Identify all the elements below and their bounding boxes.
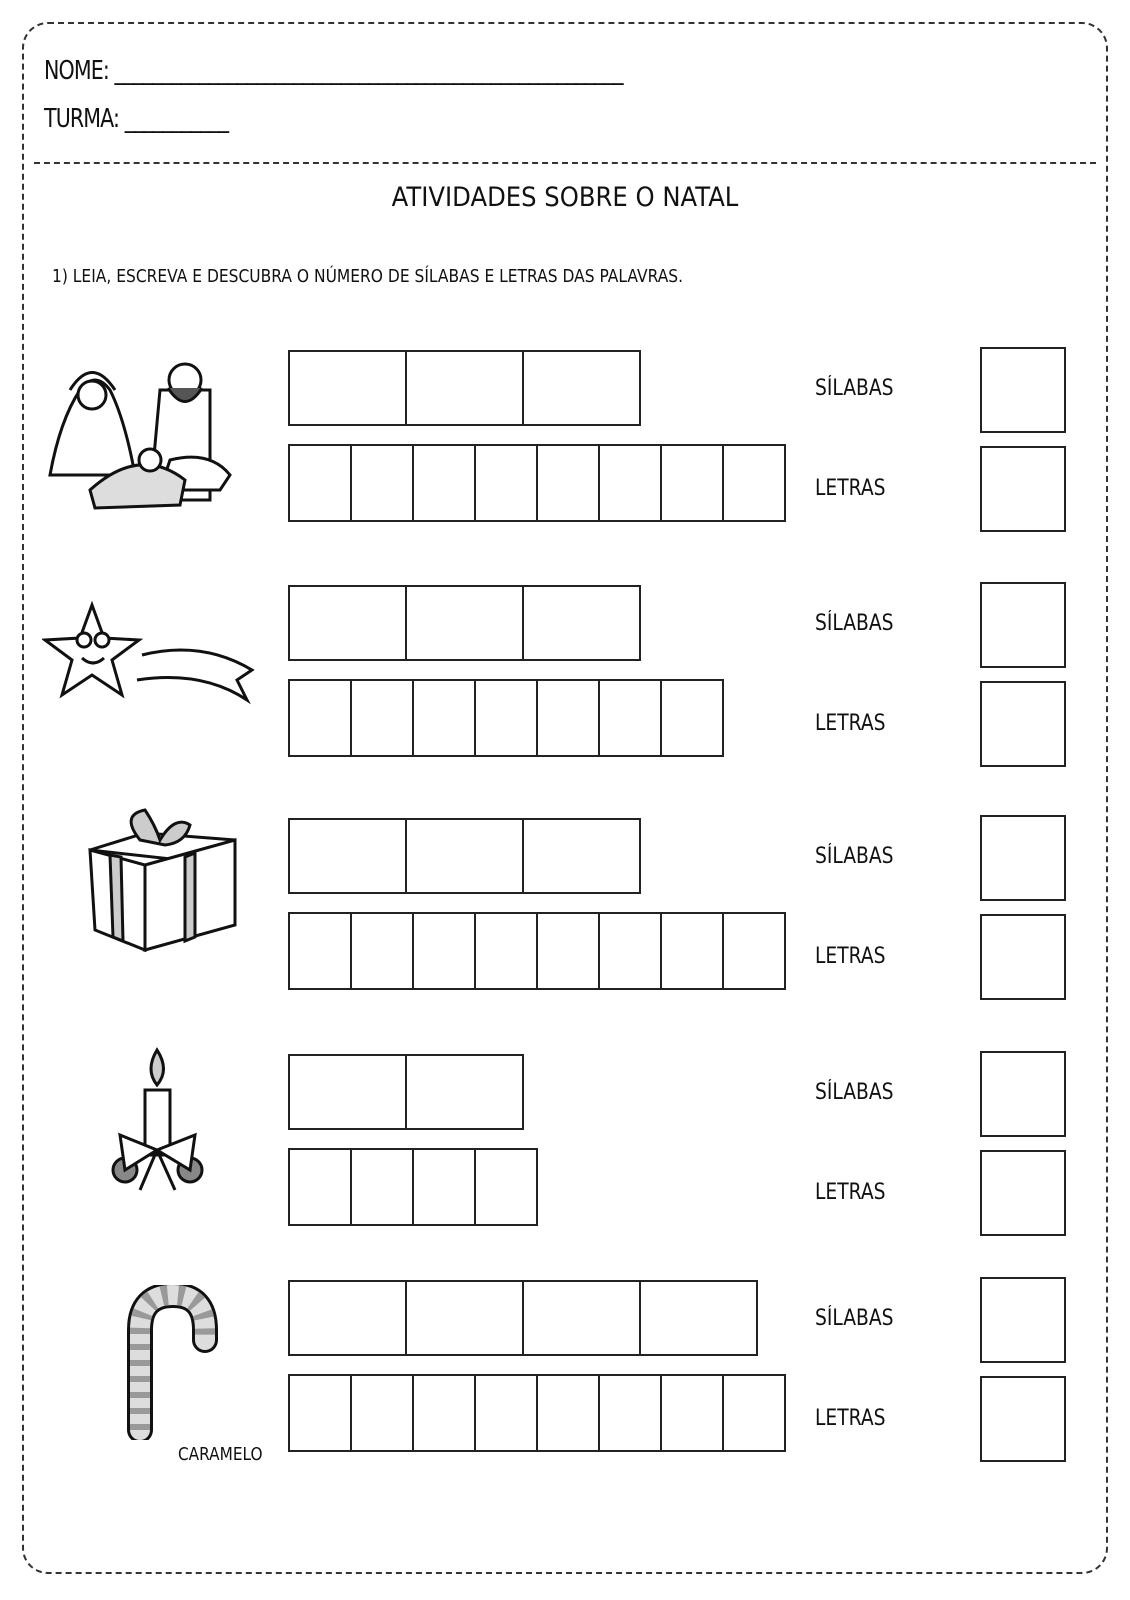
letter-count-box[interactable]: [980, 681, 1066, 767]
letter-box[interactable]: [474, 679, 538, 757]
letter-box[interactable]: [412, 912, 476, 990]
syllable-box[interactable]: [405, 818, 524, 894]
letter-count-box[interactable]: [980, 1150, 1066, 1236]
letter-box[interactable]: [474, 444, 538, 522]
syllables-label: SÍLABAS: [815, 611, 894, 636]
letter-box[interactable]: [412, 1374, 476, 1452]
syllable-box[interactable]: [405, 350, 524, 426]
syllable-box[interactable]: [288, 585, 407, 661]
letter-box[interactable]: [598, 1374, 662, 1452]
syllable-box[interactable]: [288, 1280, 407, 1356]
letter-box[interactable]: [722, 912, 786, 990]
letter-box[interactable]: [660, 912, 724, 990]
letter-box[interactable]: [350, 912, 414, 990]
letter-boxes: [288, 444, 786, 522]
name-field: NOME: ______________________________________________________: [44, 56, 623, 86]
syllable-box[interactable]: [522, 585, 641, 661]
instruction-text: 1) LEIA, ESCREVA E DESCUBRA O NÚMERO DE SÍLABAS E LETRAS DAS PALAVRAS.: [52, 266, 684, 287]
letter-box[interactable]: [350, 1374, 414, 1452]
syllable-box[interactable]: [288, 350, 407, 426]
letter-box[interactable]: [474, 1374, 538, 1452]
syllable-boxes: [288, 1054, 524, 1130]
letter-box[interactable]: [598, 444, 662, 522]
letter-boxes: [288, 1374, 786, 1452]
class-field: TURMA: ___________: [44, 104, 229, 134]
syllable-box[interactable]: [639, 1280, 758, 1356]
letter-box[interactable]: [660, 444, 724, 522]
letter-count-box[interactable]: [980, 1376, 1066, 1462]
syllable-box[interactable]: [405, 1280, 524, 1356]
syllable-box[interactable]: [522, 818, 641, 894]
letter-box[interactable]: [598, 679, 662, 757]
letters-label: LETRAS: [815, 1180, 886, 1205]
syllable-box[interactable]: [522, 1280, 641, 1356]
letter-boxes: [288, 912, 786, 990]
candle-icon: [100, 1045, 215, 1195]
syllable-count-box[interactable]: [980, 347, 1066, 433]
letter-box[interactable]: [288, 1148, 352, 1226]
syllable-count-box[interactable]: [980, 1277, 1066, 1363]
letters-label: LETRAS: [815, 944, 886, 969]
syllable-count-box[interactable]: [980, 815, 1066, 901]
letter-box[interactable]: [350, 1148, 414, 1226]
letter-box[interactable]: [474, 1148, 538, 1226]
shooting-star-icon: [42, 600, 257, 705]
syllable-box[interactable]: [288, 818, 407, 894]
syllables-label: SÍLABAS: [815, 1306, 894, 1331]
syllables-label: SÍLABAS: [815, 1080, 894, 1105]
syllable-count-box[interactable]: [980, 582, 1066, 668]
letter-box[interactable]: [288, 1374, 352, 1452]
letter-box[interactable]: [288, 444, 352, 522]
letter-box[interactable]: [722, 444, 786, 522]
syllable-boxes: [288, 1280, 758, 1356]
letter-box[interactable]: [536, 679, 600, 757]
letter-box[interactable]: [412, 679, 476, 757]
syllable-boxes: [288, 585, 641, 661]
letter-box[interactable]: [598, 912, 662, 990]
candy-cane-caption: CARAMELO: [178, 1444, 263, 1465]
letter-box[interactable]: [722, 1374, 786, 1452]
syllable-box[interactable]: [522, 350, 641, 426]
candy-cane-icon: [125, 1285, 220, 1440]
syllable-boxes: [288, 818, 641, 894]
letters-label: LETRAS: [815, 476, 886, 501]
gift-box-icon: [85, 805, 240, 955]
syllables-label: SÍLABAS: [815, 844, 894, 869]
letter-box[interactable]: [288, 679, 352, 757]
letter-count-box[interactable]: [980, 914, 1066, 1000]
letters-label: LETRAS: [815, 711, 886, 736]
letter-count-box[interactable]: [980, 446, 1066, 532]
letter-box[interactable]: [412, 1148, 476, 1226]
nativity-scene-icon: [40, 350, 260, 520]
letter-box[interactable]: [288, 912, 352, 990]
letters-label: LETRAS: [815, 1406, 886, 1431]
syllable-box[interactable]: [405, 1054, 524, 1130]
letter-boxes: [288, 1148, 538, 1226]
syllable-boxes: [288, 350, 641, 426]
letter-box[interactable]: [536, 912, 600, 990]
page-title: ATIVIDADES SOBRE O NATAL: [391, 182, 739, 213]
letter-box[interactable]: [350, 679, 414, 757]
syllable-box[interactable]: [405, 585, 524, 661]
header-divider: [34, 162, 1096, 164]
letter-box[interactable]: [536, 444, 600, 522]
letter-box[interactable]: [350, 444, 414, 522]
syllables-label: SÍLABAS: [815, 376, 894, 401]
syllable-count-box[interactable]: [980, 1051, 1066, 1137]
letter-box[interactable]: [660, 679, 724, 757]
letter-box[interactable]: [412, 444, 476, 522]
letter-box[interactable]: [474, 912, 538, 990]
letter-box[interactable]: [536, 1374, 600, 1452]
letter-boxes: [288, 679, 724, 757]
letter-box[interactable]: [660, 1374, 724, 1452]
syllable-box[interactable]: [288, 1054, 407, 1130]
